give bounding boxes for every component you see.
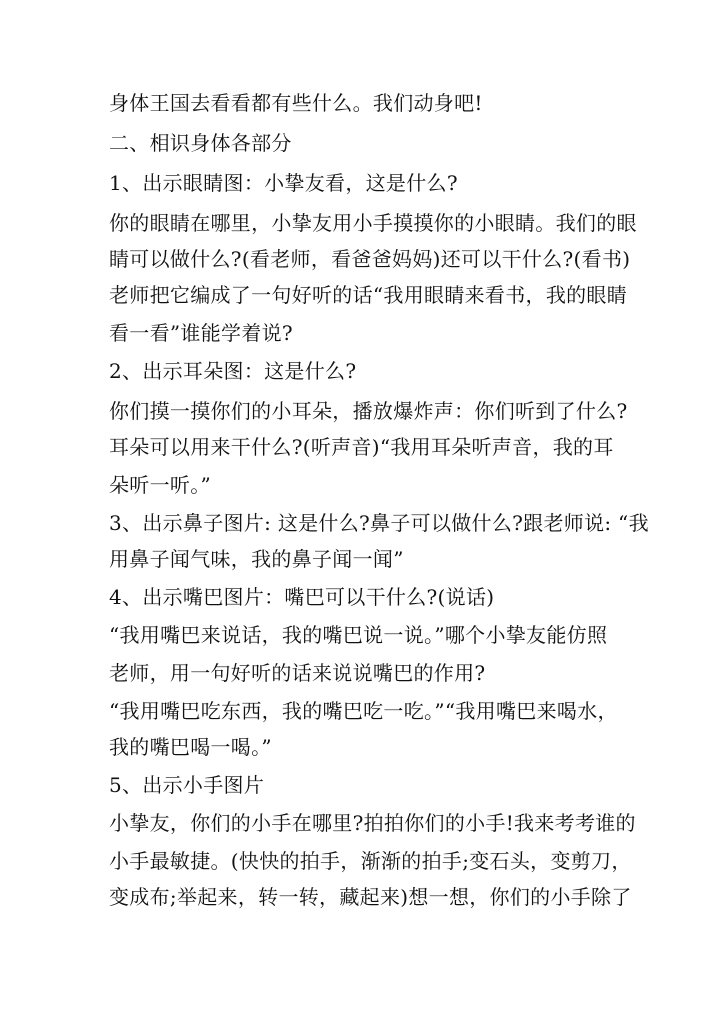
- text-line: 朵听一听。”: [109, 473, 212, 497]
- text-line: 我的嘴巴喝一喝。”: [109, 735, 272, 759]
- text-line: 用鼻子闻气味，我的鼻子闻一闻”: [109, 547, 404, 571]
- text-line: 3、出示鼻子图片: 这是什么?鼻子可以做什么?跟老师说: “我: [109, 511, 649, 535]
- text-line: 小手最敏捷。(快快的拍手，渐渐的拍手;变石头，变剪刀，: [109, 849, 632, 873]
- text-line: 你们摸一摸你们的小耳朵，播放爆炸声：你们听到了什么?: [109, 399, 628, 423]
- text-line: 耳朵可以用来干什么?(听声音)“我用耳朵听声音，我的耳: [109, 435, 614, 459]
- text-line: 1、出示眼睛图：小挚友看，这是什么?: [109, 171, 458, 195]
- text-line: 4、出示嘴巴图片：嘴巴可以干什么?(说话): [109, 585, 495, 609]
- text-line: 睛可以做什么?(看老师，看爸爸妈妈)还可以干什么?(看书): [109, 247, 631, 271]
- section-heading: 二、相识身体各部分: [109, 131, 292, 155]
- text-line: 你的眼睛在哪里，小挚友用小手摸摸你的小眼睛。我们的眼: [109, 211, 637, 235]
- text-line: 2、出示耳朵图：这是什么?: [109, 359, 357, 383]
- text-line: 5、出示小手图片: [109, 773, 265, 797]
- text-line: 老师把它编成了一句好听的话“我用眼睛来看书，我的眼睛: [109, 283, 628, 307]
- text-line: 小挚友，你们的小手在哪里?拍拍你们的小手!我来考考谁的: [109, 811, 636, 835]
- text-line: 老师，用一句好听的话来说说嘴巴的作用?: [109, 661, 486, 685]
- text-line: 变成布;举起来，转一转，藏起来)想一想，你们的小手除了: [109, 885, 632, 909]
- text-line: “我用嘴巴来说话，我的嘴巴说一说。”哪个小挚友能仿照: [109, 623, 608, 647]
- text-line: 身体王国去看看都有些什么。我们动身吧!: [109, 91, 483, 115]
- text-line: “我用嘴巴吃东西，我的嘴巴吃一吃。”“我用嘴巴来喝水，: [109, 699, 618, 723]
- text-line: 看一看”谁能学着说?: [109, 321, 293, 345]
